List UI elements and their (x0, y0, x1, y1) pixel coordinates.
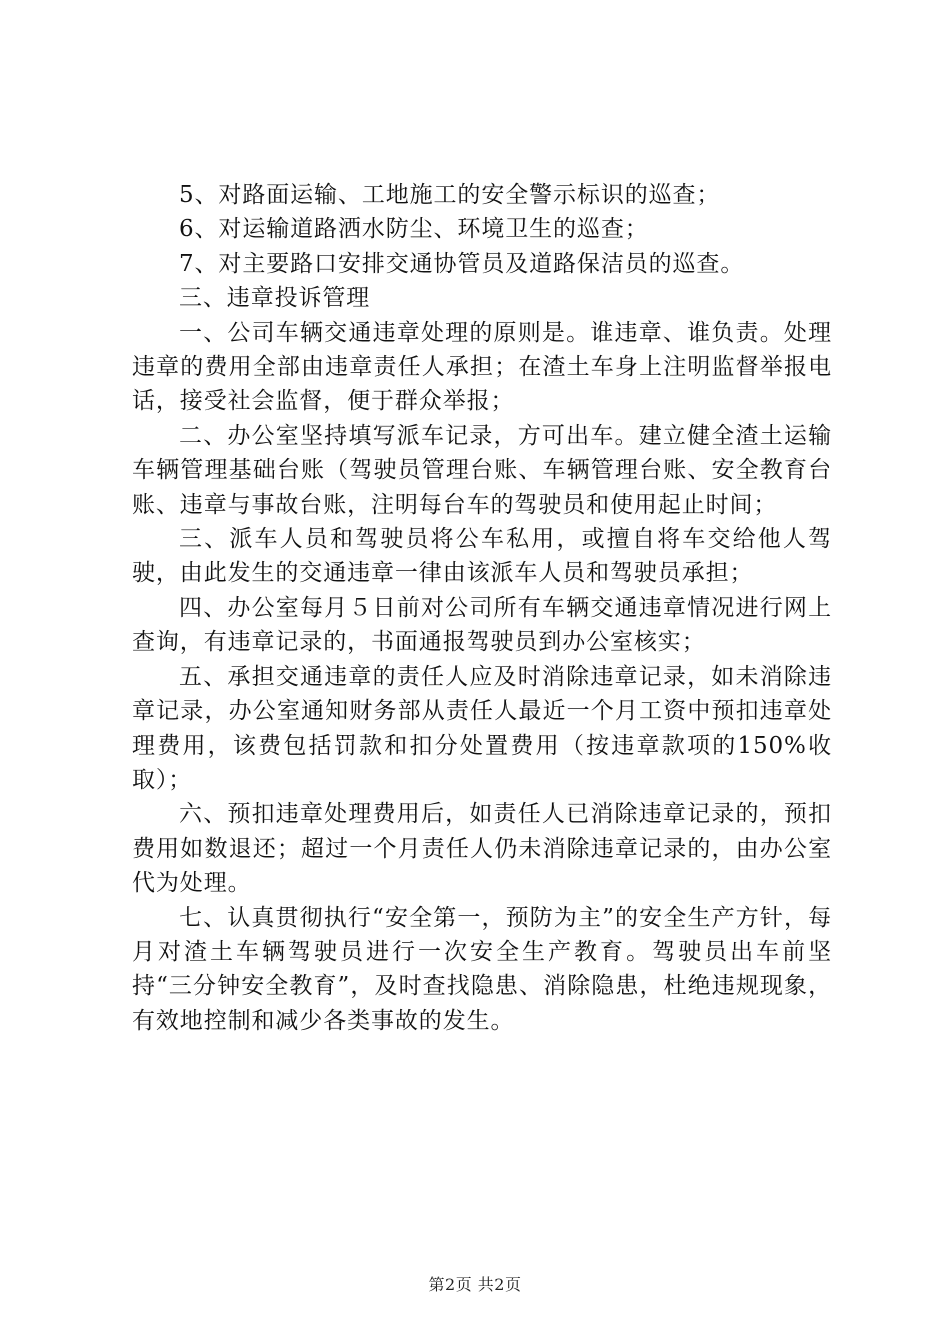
paragraph-rule-4: 四、办公室每月５日前对公司所有车辆交通违章情况进行网上查询，有违章记录的，书面通报驾驶员到办公室核实； (132, 594, 832, 656)
paragraph-rule-2: 二、办公室坚持填写派车记录，方可出车。建立健全渣土运输车辆管理基础台账（驾驶员管理台账、车辆管理台账、安全教育台账、违章与事故台账，注明每台车的驾驶员和使用起止时间； (132, 422, 832, 518)
paragraph-rule-3: 三、派车人员和驾驶员将公车私用，或擅自将车交给他人驾驶，由此发生的交通违章一律由该派车人员和驾驶员承担； (132, 526, 832, 587)
paragraph-item-5: 5、对路面运输、工地施工的安全警示标识的巡查； (179, 182, 721, 208)
section-heading: 三、违章投诉管理 (179, 285, 371, 312)
paragraph-item-7: 7、对主要路口安排交通协管员及道路保洁员的巡查。 (179, 250, 745, 277)
page-number-footer: 第2页 共2页 (428, 1275, 522, 1294)
document-body (132, 178, 832, 1038)
paragraph-rule-5: 五、承担交通违章的责任人应及时消除违章记录，如未消除违章记录，办公室通知财务部从责任人最近一个月工资中预扣违章处理费用，该费包括罚款和扣分处置费用（按违章款项的150%收取）； (132, 663, 832, 793)
paragraph-rule-7: 七、认真贯彻执行“安全第一，预防为主”的安全生产方针，每月对渣土车辆驾驶员进行一次安全生产教育。驾驶员出车前坚持“三分钟安全教育”，及时查找隐患、消除隐患，杜绝违规现象，有效地控制和减少各类事故的发生。 (132, 904, 832, 1034)
paragraph-item-6: 6、对运输道路洒水防尘、环境卫生的巡查； (179, 216, 649, 243)
paragraph-rule-1: 一、公司车辆交通违章处理的原则是。谁违章、谁负责。处理违章的费用全部由违章责任人承担；在渣土车身上注明监督举报电话，接受社会监督，便于群众举报； (132, 319, 832, 415)
paragraph-rule-6: 六、预扣违章处理费用后，如责任人已消除违章记录的，预扣费用如数退还；超过一个月责任人仍未消除违章记录的，由办公室代为处理。 (132, 801, 832, 897)
